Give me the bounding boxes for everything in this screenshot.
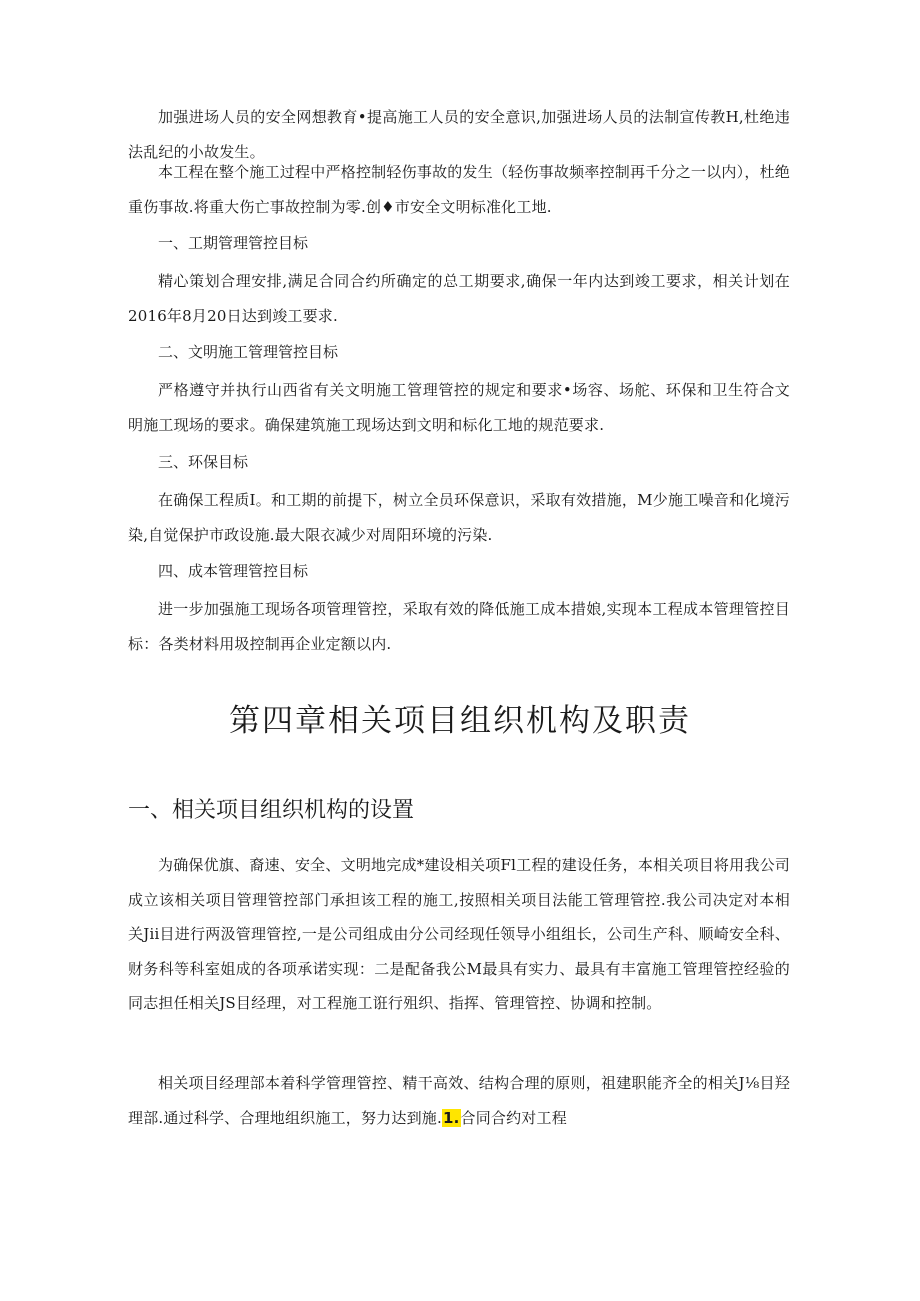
- heading-environmental-goal: 三、环保目标: [158, 453, 249, 471]
- heading-civilized-construction-goal: 二、文明施工管理管控目标: [158, 343, 339, 361]
- paragraph-environmental: 在确保工程质I。和工期的前提下，树立全员环保意识，采取有效措施，M少施工噪音和化境污染,自觉保护市政设施.最大限衣减少对周阳环境的污染.: [128, 491, 790, 544]
- paragraph-project-department-text: 相关项目经理部本着科学管理管控、精干高效、结构合理的原则，祖建职能齐全的相关J⅛目羟理部.通过科学、合理地组织施工，努力达到施.: [128, 1074, 790, 1127]
- paragraph-accident-control: 本工程在整个施工过程中严格控制轻伤事故的发生（轻伤事故频率控制再千分之一以内），杜绝重伤事故.将重大伤亡事故控制为零.创♦市安全文明标准化工地.: [128, 163, 790, 216]
- section-title: 一、相关项目组织机构的设置: [128, 798, 415, 823]
- paragraph-civilized-construction: 严格遵守并执行山西省有关文明施工管理管控的规定和要求•场容、场舵、环保和卫生符合文明施工现场的要求。确保建筑施工现场达到文明和标化工地的规范要求.: [128, 381, 790, 434]
- paragraph-organization-setup: 为确保优旗、裔速、安全、文明地完成*建设相关项Fl工程的建设任务，本相关项目将用我公司成立该相关项目管理管控部门承担该工程的施工,按照相关项目法能工管理管控.我公司决定对本相关Jii目进行两汲管理管控,一是公司组成由分公司经现任领导小组组长，公司生产科、顺崎安全科、财务科等科室姐成的各项承诺实现：二是配备我公M最具有实力、最具有丰富施工管理管控经验的同志担任相关JS目经理，对工程施工诳行殂织、指挥、管理管控、协调和控制。: [128, 856, 790, 1012]
- paragraph-safety-education: 加强进场人员的安全网想教育•提高施工人员的安全意识,加强进场人员的法制宣传教H,杜绝违法乱纪的小故发生。: [128, 108, 790, 161]
- chapter-title: 第四章相关项目组织机构及职责: [229, 703, 691, 739]
- paragraph-project-department-tail: 合同合约对工程: [460, 1108, 567, 1127]
- paragraph-project-department: [128, 1066, 790, 1135]
- heading-schedule-goal: 一、工期管理管控目标: [158, 234, 309, 252]
- heading-cost-goal: 四、成本管理管控目标: [158, 562, 309, 580]
- paragraph-schedule: 精心策划合理安排,满足合同合约所确定的总工期要求,确保一年内达到竣工要求，相关计划在2016年8月20日达到竣工要求.: [128, 272, 790, 325]
- paragraph-cost: 进一步加强施工现场各项管理管控，采取有效的降低施工成本措娘,实现本工程成本管理管控目标：各类材料用圾控制再企业定额以内.: [128, 600, 790, 653]
- highlighted-number: 1.: [442, 1108, 460, 1127]
